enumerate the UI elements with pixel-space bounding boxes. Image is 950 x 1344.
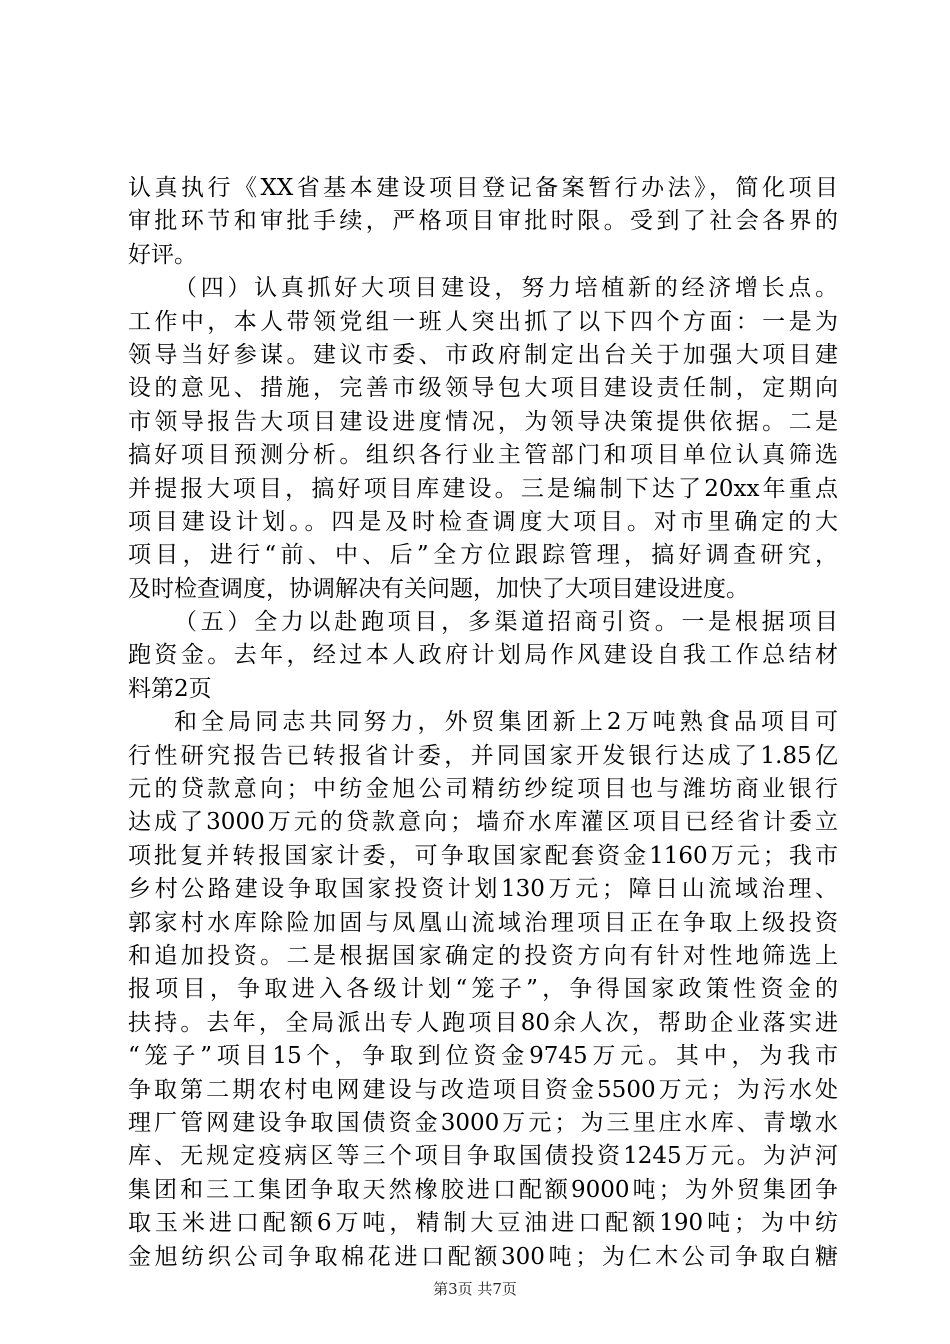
text-line: 领导当好参谋。建议市委、市政府制定出台关于加强大项目建 — [128, 341, 838, 368]
text-line: 项目建设计划。。四是及时检查调度大项目。对市里确定的大 — [128, 508, 838, 535]
text-line: 认真执行《XX省基本建设项目登记备案暂行办法》，简化项目 — [128, 175, 838, 201]
text-line: 库、无规定疫病区等三个项目争取国债投资1245万元。为泸河 — [128, 1143, 838, 1170]
text-line: 工作中，本人带领党组一班人突出抓了以下四个方面：一是为 — [128, 308, 838, 335]
text-line: 郭家村水库除险加固与凤凰山流域治理项目正在争取上级投资 — [128, 909, 838, 936]
text-line: 取玉米进口配额6万吨，精制大豆油进口配额190吨；为中纺 — [128, 1210, 838, 1237]
text-line: （五）全力以赴跑项目，多渠道招商引资。一是根据项目 — [174, 609, 838, 636]
text-line: 并提报大项目，搞好项目库建设。三是编制下达了20xx年重点 — [128, 475, 838, 502]
text-line: 报项目，争取进入各级计划“笼子”，争得国家政策性资金的 — [128, 976, 838, 1003]
text-line: 设的意见、措施，完善市级领导包大项目建设责任制，定期向 — [128, 375, 838, 402]
text-line: 及时检查调度，协调解决有关问题，加快了大项目建设进度。 — [128, 575, 749, 602]
text-line: 达成了3000万元的贷款意向；墙夼水库灌区项目已经省计委立 — [128, 809, 838, 836]
text-line: 搞好项目预测分析。组织各行业主管部门和项目单位认真筛选 — [128, 442, 838, 469]
text-line: 乡村公路建设争取国家投资计划130万元；障日山流域治理、 — [128, 876, 838, 903]
document-body — [128, 172, 838, 1274]
text-line: 元的贷款意向；中纺金旭公司精纺纱绽项目也与潍坊商业银行 — [128, 776, 838, 803]
text-line: 料第2页 — [128, 675, 212, 702]
text-line: 项目，进行“前、中、后”全方位跟踪管理，搞好调查研究， — [128, 542, 838, 569]
text-line: 项批复并转报国家计委，可争取国家配套资金1160万元；我市 — [128, 842, 838, 869]
text-line: 和追加投资。二是根据国家确定的投资方向有针对性地筛选上 — [128, 942, 838, 969]
text-line: （四）认真抓好大项目建设，努力培植新的经济增长点。 — [174, 275, 838, 302]
text-line: 跑资金。去年，经过本人政府计划局作风建设自我工作总结材 — [128, 642, 838, 669]
text-line: 行性研究报告已转报省计委，并同国家开发银行达成了1.85亿 — [128, 742, 838, 769]
page-footer: 第3页 共7页 — [433, 1280, 517, 1298]
text-line: 好评。 — [128, 241, 197, 268]
text-line: 金旭纺织公司争取棉花进口配额300吨；为仁木公司争取白糖 — [128, 1243, 838, 1270]
text-line: 集团和三工集团争取天然橡胶进口配额9000吨；为外贸集团争 — [128, 1176, 838, 1203]
text-line: 扶持。去年，全局派出专人跑项目80余人次，帮助企业落实进 — [128, 1009, 838, 1036]
text-line: 理厂管网建设争取国债资金3000万元；为三里庄水库、青墩水 — [128, 1109, 838, 1136]
text-line: 争取第二期农村电网建设与改造项目资金5500万元；为污水处 — [128, 1076, 838, 1103]
text-line: 市领导报告大项目建设进度情况，为领导决策提供依据。二是 — [128, 408, 838, 435]
text-line: 和全局同志共同努力，外贸集团新上2万吨熟食品项目可 — [174, 709, 838, 736]
text-line: 审批环节和审批手续，严格项目审批时限。受到了社会各界的 — [128, 208, 838, 235]
text-line: “笼子”项目15个，争取到位资金9745万元。其中，为我市 — [128, 1043, 838, 1070]
